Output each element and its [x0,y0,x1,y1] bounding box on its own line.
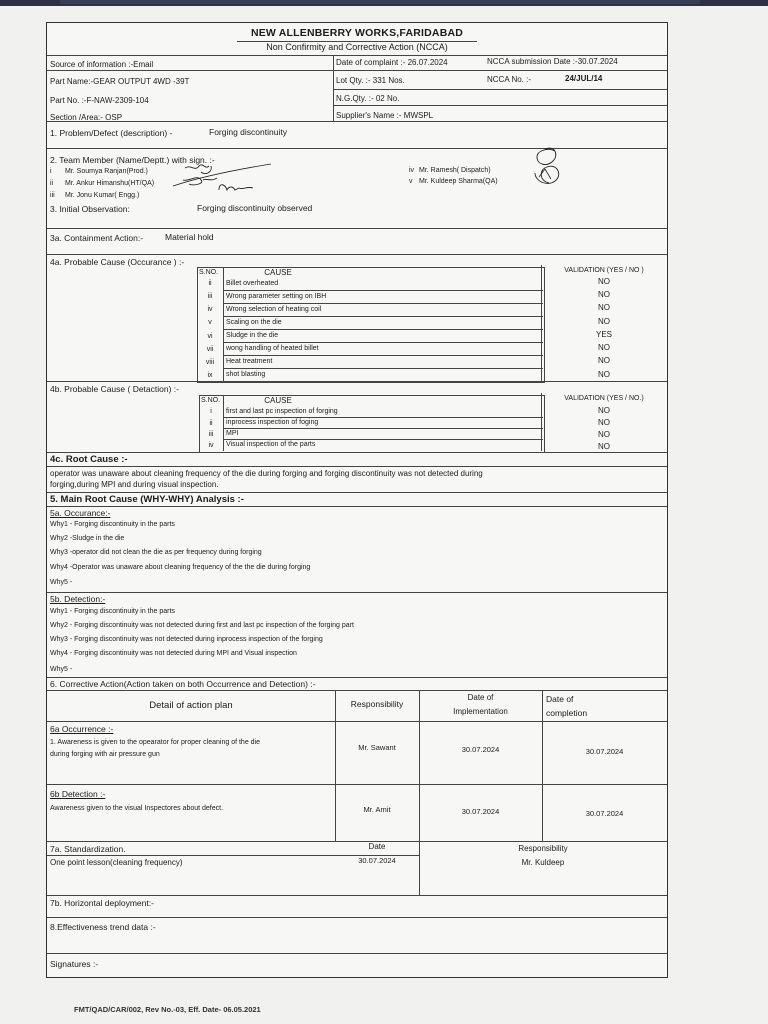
cause-text: Visual inspection of the parts [226,441,316,448]
scan-top-edge-shadow [60,0,700,4]
member-name: Mr. Kuldeep Sharma(QA) [419,178,498,185]
why-item: Why1 - Forging discontinuity in the parts [50,521,175,528]
cause-text: Sludge in the die [226,332,279,339]
column-header: Date of [467,693,494,702]
problem-label: 1. Problem/Defect (description) - [50,128,173,138]
divider [333,105,667,106]
part-name: Part Name:-GEAR OUTPUT 4WD -39T [50,77,190,86]
cause-sno: iv [207,306,213,313]
company-name: NEW ALLENBERRY WORKS,FARIDABAD [250,27,464,39]
validation-value: NO [598,317,610,326]
divider [47,592,667,593]
divider [47,784,667,785]
date-of-complaint: Date of complaint :- 26.07.2024 [336,58,448,67]
cause-sno: i [210,408,212,415]
probable-cause-detection-label: 4b. Probable Cause ( Detaction) :- [50,384,179,394]
initial-observation-value: Forging discontinuity observed [197,203,313,213]
standardization-responsibility: Mr. Kuldeep [521,858,565,867]
why-item: Why3 - Forging discontinuity was not detected during inprocess inspection of the forging [50,636,323,643]
root-cause-text: operator was unaware about cleaning frequency of the die during forging and forging discontinuity was not detected during [50,469,483,478]
divider [47,381,667,382]
divider [47,70,667,71]
divider [223,368,543,369]
responsibility-value: Mr. Amit [363,805,391,814]
root-cause-label: 4c. Root Cause :- [50,454,128,465]
initial-observation-label: 3. Initial Observation: [50,204,130,214]
validation-value: NO [598,290,610,299]
divider [223,329,543,330]
divider [47,953,667,954]
divider [47,254,667,255]
why-item: Why1 - Forging discontinuity in the parts [50,608,175,615]
cause-text: MPI [226,430,239,437]
effectiveness-label: 8.Effectiveness trend data :- [50,922,156,932]
completion-date: 30.07.2024 [585,747,624,756]
validation-value: YES [595,330,612,339]
why-item: Why2 - Forging discontinuity was not detected during first and last pc inspection of the forging part [50,622,354,629]
ncca-submission-date: NCCA submission Date :-30.07.2024 [487,57,618,66]
divider [47,690,667,691]
divider [542,690,543,841]
cause-sno: ii [209,420,213,427]
validation-value: NO [598,343,610,352]
member-name: Mr. Ankur Himanshu(HT/QA) [65,180,155,187]
supplier-name: Supplier's Name :- MWSPL [336,111,434,120]
column-header: S.NO. [199,269,219,276]
column-header: Detail of action plan [149,700,233,711]
column-header: S.NO. [201,397,221,404]
detection-action-label: 6b Detection :- [50,789,106,799]
source-info: Source of information :-Email [50,60,154,69]
member-name: Mr. Ramesh( Dispatch) [419,167,491,174]
probable-cause-occurance-label: 4a. Probable Cause (Occurance ) :- [50,257,185,267]
validation-value: NO [598,430,610,439]
lot-qty: Lot Qty. :- 331 Nos. [336,76,405,85]
column-header: CAUSE [264,268,292,277]
section-area: Section /Area:- OSP [50,113,123,122]
why-item: Why2 -Sludge in the die [50,535,125,542]
why-item: Why5 - [50,666,73,673]
form-reference-footer: FMT/QAD/CAR/002, Rev No.-03, Eff. Date- 06.05.2021 [74,1005,261,1014]
column-header: VALIDATION (YES / NO.) [564,395,644,402]
column-header: Implementation [453,707,508,716]
cause-sno: iii [207,293,213,300]
why-why-label: 5. Main Root Cause (WHY-WHY) Analysis :- [50,494,244,505]
validation-value: NO [598,370,610,379]
column-header: completion [546,708,588,718]
completion-date: 30.07.2024 [585,809,624,818]
validation-value: NO [598,277,610,286]
member-num: v [409,178,413,185]
handwritten-signatures [171,150,281,200]
member-num: i [50,168,52,175]
team-label: 2. Team Member (Name/Deptt.) with sign. :- [50,155,215,165]
cause-text: inprocess inspection of foging [226,419,319,426]
cause-sno: viii [205,359,215,366]
cause-sno: v [208,319,212,326]
ncca-no-label: NCCA No. :- [487,75,532,84]
standardization-item: One point lesson(cleaning frequency) [50,858,183,867]
cause-sno: vi [207,333,213,340]
divider [47,677,667,678]
cause-text: Wrong parameter setting on IBH [226,293,327,300]
handwritten-signatures [515,143,575,193]
horizontal-deployment-label: 7b. Horizontal deployment:- [50,898,154,908]
why-item: Why3 -operator did not clean the die as per frequency during forging [50,549,262,556]
validation-value: NO [598,442,610,451]
member-num: iv [409,167,415,174]
divider [333,55,334,121]
divider [47,917,667,918]
cause-text: Wrong selection of heating coil [226,306,322,313]
validation-value: NO [598,303,610,312]
cause-text: shot blasting [226,371,266,378]
divider [223,428,543,429]
standardization-date: 30.07.2024 [358,856,396,865]
ncca-form [46,22,668,978]
divider [223,290,543,291]
form-title: Non Confirmity and Corrective Action (NCCA) [266,42,448,52]
column-header: VALIDATION (YES / NO ) [564,267,644,274]
column-header: CAUSE [264,396,292,405]
cause-text: Scaling on the die [226,319,282,326]
cause-sno: vii [206,346,214,353]
cause-text: wong handling of heated billet [226,345,319,352]
column-header: Responsibility [518,844,568,853]
divider [47,466,667,467]
occurrence-label: 6a Occurrence :- [50,724,114,734]
divider [47,121,667,122]
divider [223,439,543,440]
cause-sno: ix [207,372,213,379]
divider [333,89,667,90]
why-item: Why4 -Operator was unaware about cleaning frequency of the the die during forging [50,564,311,571]
cause-text: Heat treatment [226,358,273,365]
occurance-label: 5a. Occurance:- [50,508,111,518]
divider [223,342,543,343]
root-cause-text: forging,during MPI and during visual inspection. [50,480,219,489]
member-name: Mr. Soumya Ranjan(Prod.) [65,168,148,175]
corrective-action-label: 6. Corrective Action(Action taken on both Occurrence and Detection) :- [50,679,316,689]
member-num: iii [50,192,55,199]
column-header: Responsibility [350,699,404,709]
validation-value: NO [598,356,610,365]
divider [223,417,543,418]
validation-value: NO [598,418,610,427]
member-num: ii [50,180,54,187]
column-header: Date [368,842,386,851]
divider [223,303,543,304]
action-text: Awareness given to the visual Inspectores about defect. [50,805,224,812]
problem-value: Forging discontinuity [209,127,287,137]
why-item: Why4 - Forging discontinuity was not detected during MPI and Visual inspection [50,650,297,657]
member-name: Mr. Jonu Kumar( Engg.) [65,192,140,199]
cause-sno: ii [208,280,212,287]
validation-value: NO [598,406,610,415]
column-header: Date of [546,694,574,704]
part-no: Part No. :-F-NAW-2309-104 [50,96,149,105]
ncca-no-value: 24/JUL/14 [565,74,603,83]
divider [47,55,667,56]
divider [223,355,543,356]
divider [335,690,336,841]
cause-text: Billet overheated [226,280,279,287]
action-text: 1. Awareness is given to the opearator for proper cleaning of the die [50,739,261,746]
cause-sno: iv [208,442,214,449]
containment-label: 3a. Containment Action:- [50,233,144,243]
ng-qty: N.G.Qty. :- 02 No. [336,94,400,103]
divider [419,841,420,895]
divider [47,228,667,229]
implementation-date: 30.07.2024 [461,745,500,754]
divider [223,316,543,317]
containment-value: Material hold [165,232,214,242]
signatures-label: Signatures :- [50,959,99,969]
divider [47,492,667,493]
standardization-label: 7a. Standardization. [50,844,126,854]
responsibility-value: Mr. Sawant [358,743,396,752]
divider [47,895,667,896]
why-item: Why5 - [50,579,73,586]
implementation-date: 30.07.2024 [461,807,500,816]
divider [223,267,224,381]
action-text: during forging with air pressure gun [50,751,160,758]
cause-sno: iii [208,431,214,438]
detection-label: 5b. Detection:- [50,594,106,604]
cause-text: first and last pc inspection of forging [226,408,338,415]
divider [47,721,667,722]
divider [47,452,667,453]
divider [47,506,667,507]
